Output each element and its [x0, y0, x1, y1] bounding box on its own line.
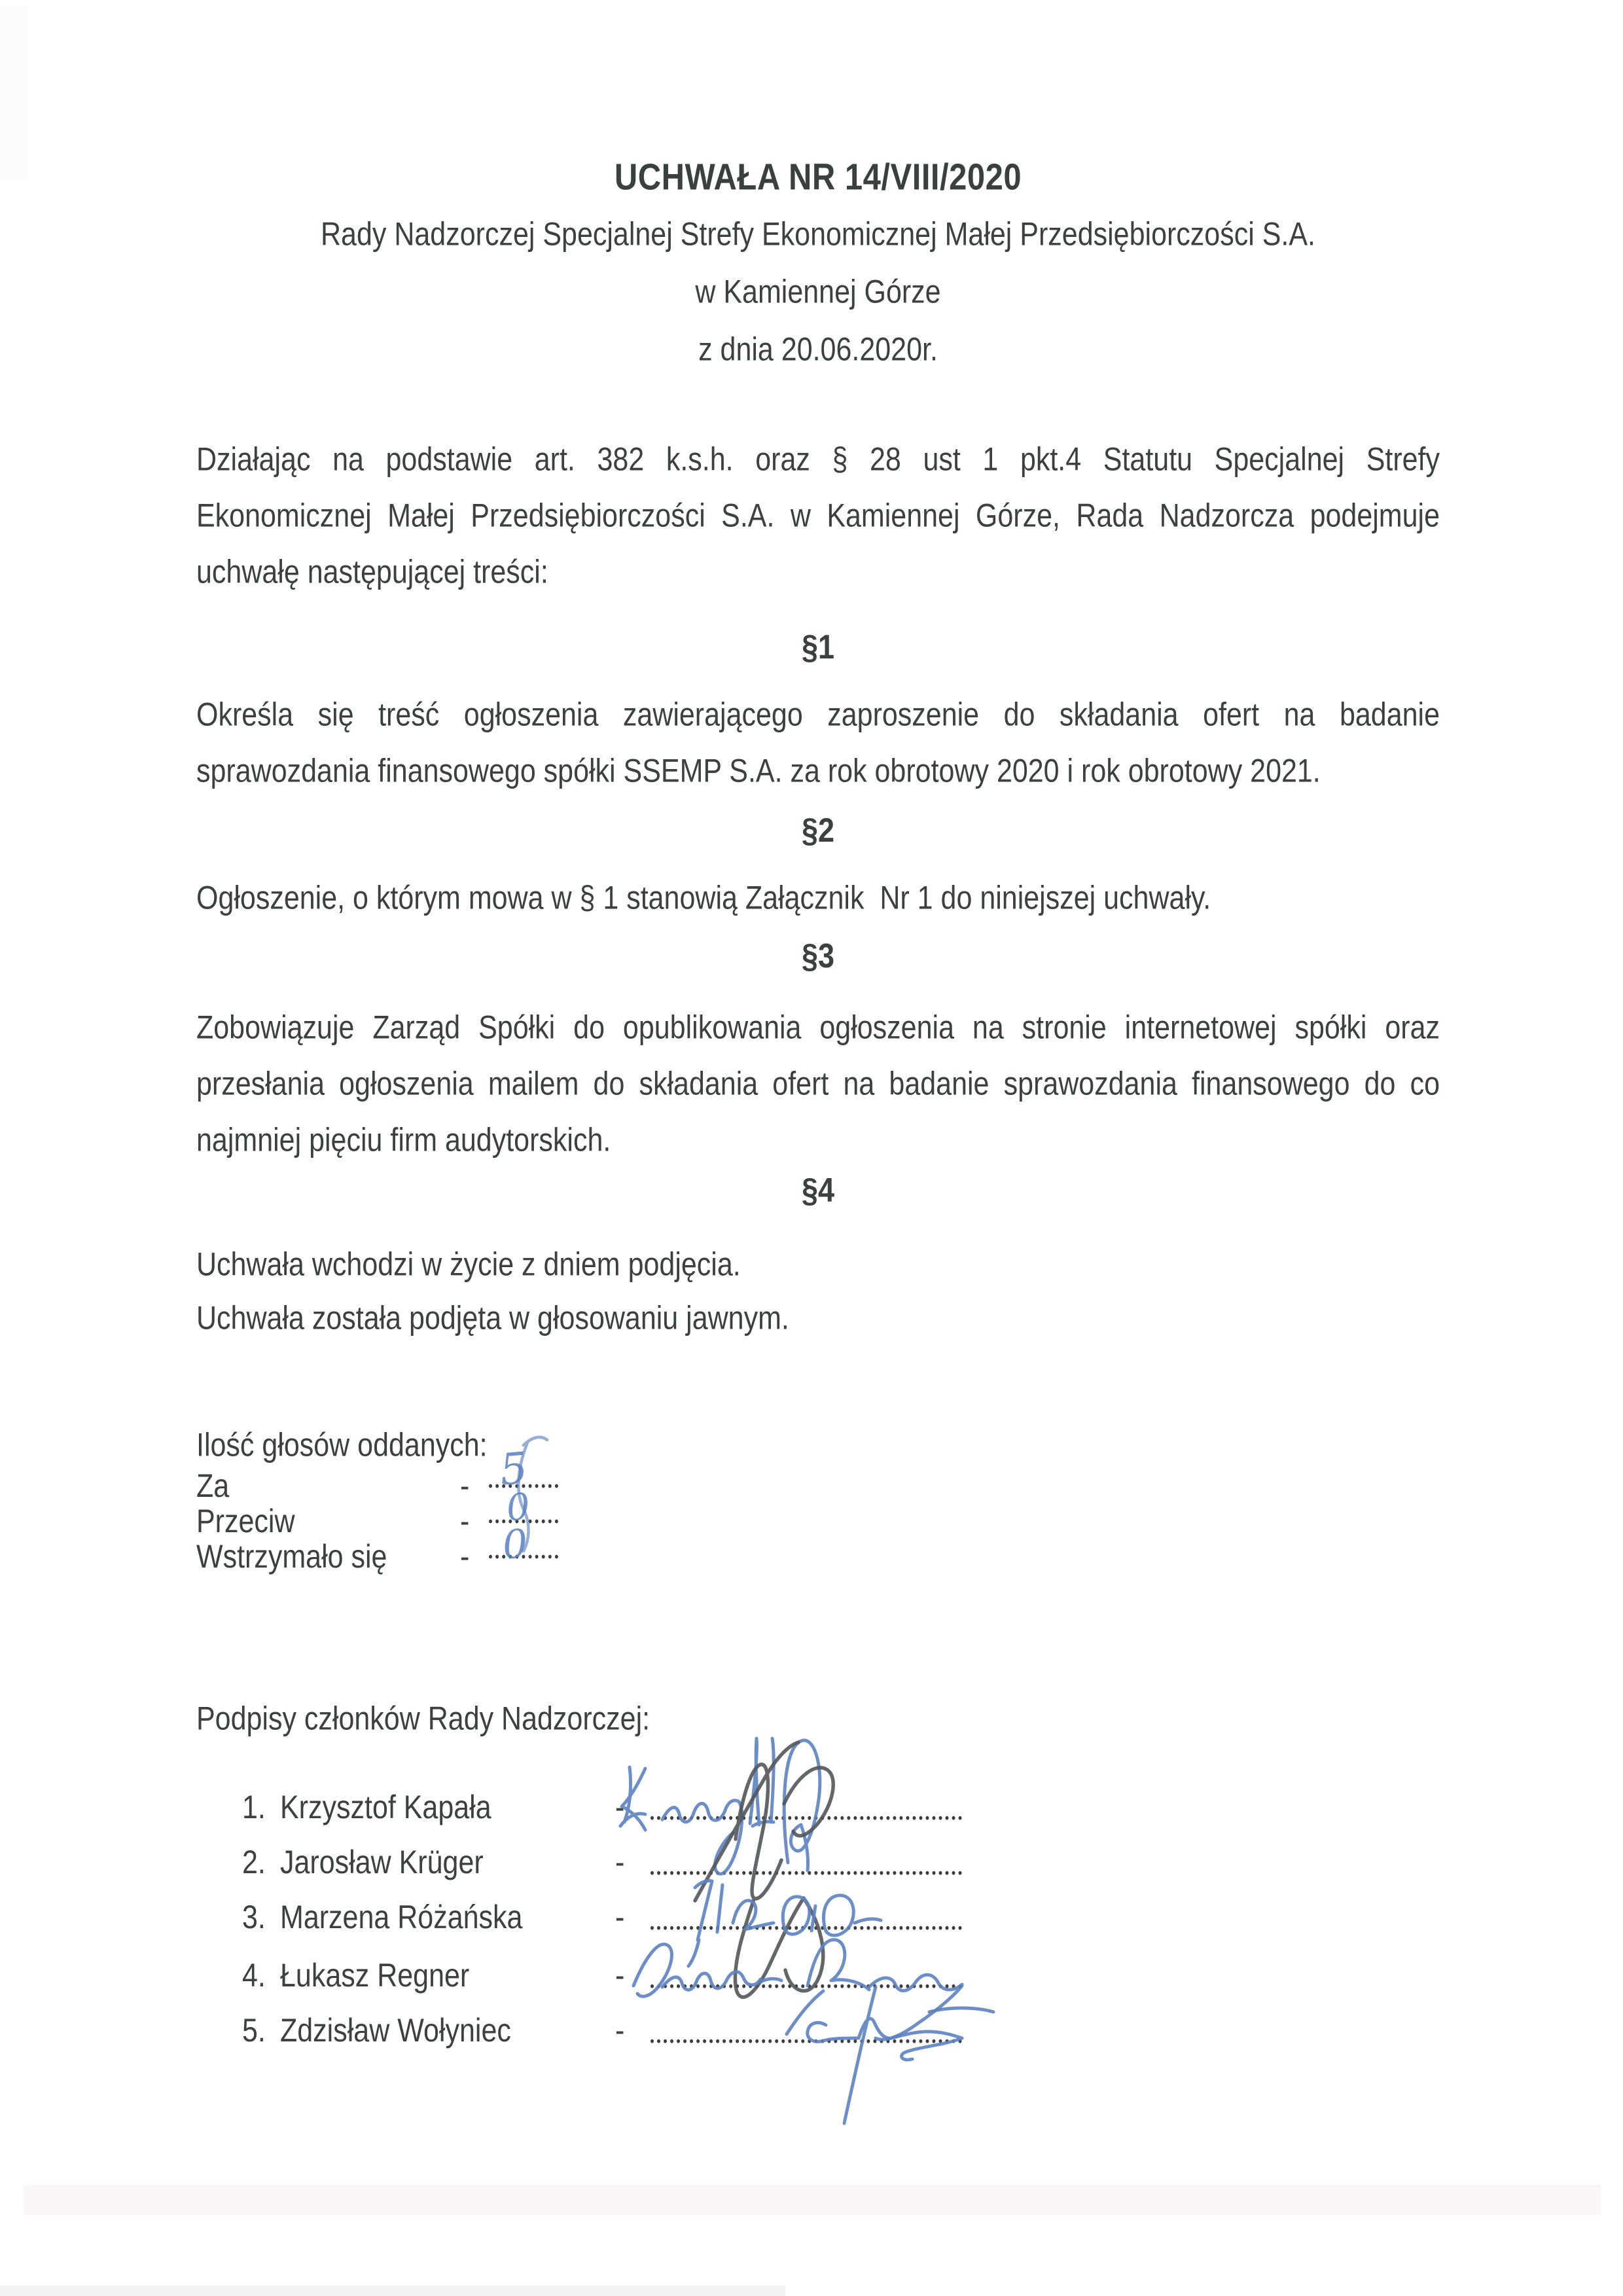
leader-dash: -	[460, 1503, 470, 1540]
vote-label: Wstrzymało się	[196, 1539, 387, 1575]
section-2-symbol: §2	[801, 810, 835, 850]
member-number: 2.	[242, 1844, 266, 1881]
member-name: Łukasz Regner	[280, 1958, 470, 1994]
signatures-heading: Podpisy członków Rady Nadzorczej:	[196, 1700, 651, 1737]
member-number: 3.	[242, 1899, 266, 1936]
leader-dash: -	[615, 1844, 625, 1881]
leader-dash: -	[460, 1539, 470, 1575]
closing-line: Uchwała została podjęta w głosowaniu jawnym.	[196, 1300, 789, 1336]
document-subtitle-date: z dnia 20.06.2020r.	[698, 331, 938, 368]
dotted-leader	[651, 2012, 962, 2043]
document-title: UCHWAŁA NR 14/VIII/2020	[614, 156, 1022, 198]
section-4-symbol: §4	[801, 1170, 835, 1210]
scan-artifact-bottom-edge	[0, 2286, 785, 2296]
section-1-text: Określa się treść ogłoszenia zawierającego zaproszenie do składania ofert na badanie	[196, 696, 1440, 733]
section-3-text: przesłania ogłoszenia mailem do składania ofert na badanie sprawozdania finansowego do co	[196, 1066, 1440, 1102]
member-name: Jarosław Krüger	[280, 1844, 484, 1881]
dotted-leader	[651, 1789, 962, 1820]
leader-dash: -	[615, 2013, 625, 2049]
leader-dash: -	[615, 1789, 625, 1826]
handwritten-vote-count-za: 5	[497, 1443, 530, 1496]
signature-row-1	[196, 1789, 1440, 1837]
member-name: Marzena Różańska	[280, 1899, 523, 1936]
member-name: Zdzisław Wołyniec	[280, 2013, 511, 2049]
vote-label: Przeciw	[196, 1503, 295, 1540]
signature-row-2	[196, 1844, 1440, 1892]
dotted-leader	[651, 1957, 962, 1988]
vote-label: Za	[196, 1468, 230, 1505]
section-3-text: Zobowiązuje Zarząd Spółki do opublikowania ogłoszenia na stronie internetowej spółki oraz	[196, 1009, 1440, 1046]
vote-row-wstrzymalo	[196, 1538, 785, 1579]
handwritten-vote-count-wstrzymalo: 0	[501, 1520, 530, 1569]
section-3-text: najmniej pięciu firm audytorskich.	[196, 1122, 611, 1158]
leader-dash: -	[460, 1468, 470, 1505]
intro-line: uchwałę następującej treści:	[196, 554, 548, 590]
scan-artifact-band	[24, 2185, 1601, 2215]
signature-row-4	[196, 1957, 1440, 2005]
scan-artifact-left-edge	[0, 5, 30, 182]
section-2-text: Ogłoszenie, o którym mowa w § 1 stanowią Załącznik Nr 1 do niniejszej uchwały.	[196, 880, 1211, 916]
dotted-leader	[651, 1899, 962, 1930]
section-3-symbol: §3	[801, 936, 835, 975]
section-1-text: sprawozdania finansowego spółki SSEMP S.A. za rok obrotowy 2020 i rok obrotowy 2021.	[196, 753, 1321, 789]
member-number: 4.	[242, 1958, 266, 1994]
handwritten-vote-count-przeciw: 0	[505, 1485, 532, 1530]
intro-line: Ekonomicznej Małej Przedsiębiorczości S.A. w Kamiennej Górze, Rada Nadzorcza podejmuje	[196, 497, 1440, 534]
dotted-leader	[651, 1844, 962, 1875]
leader-dash: -	[615, 1958, 625, 1994]
document-subtitle-place: w Kamiennej Górze	[695, 274, 941, 310]
signature-row-3	[196, 1899, 1440, 1947]
leader-dash: -	[615, 1899, 625, 1936]
member-name: Krzysztof Kapała	[280, 1789, 491, 1826]
section-1-symbol: §1	[801, 627, 835, 666]
votes-heading: Ilość głosów oddanych:	[196, 1427, 488, 1463]
closing-line: Uchwała wchodzi w życie z dniem podjęcia.	[196, 1246, 741, 1283]
member-number: 5.	[242, 2013, 266, 2049]
signature-row-5	[196, 2012, 1440, 2060]
document-subtitle-org: Rady Nadzorczej Specjalnej Strefy Ekonomicznej Małej Przedsiębiorczości S.A.	[321, 216, 1315, 253]
intro-line: Działając na podstawie art. 382 k.s.h. oraz § 28 ust 1 pkt.4 Statutu Specjalnej Strefy	[196, 441, 1440, 478]
member-number: 1.	[242, 1789, 266, 1826]
